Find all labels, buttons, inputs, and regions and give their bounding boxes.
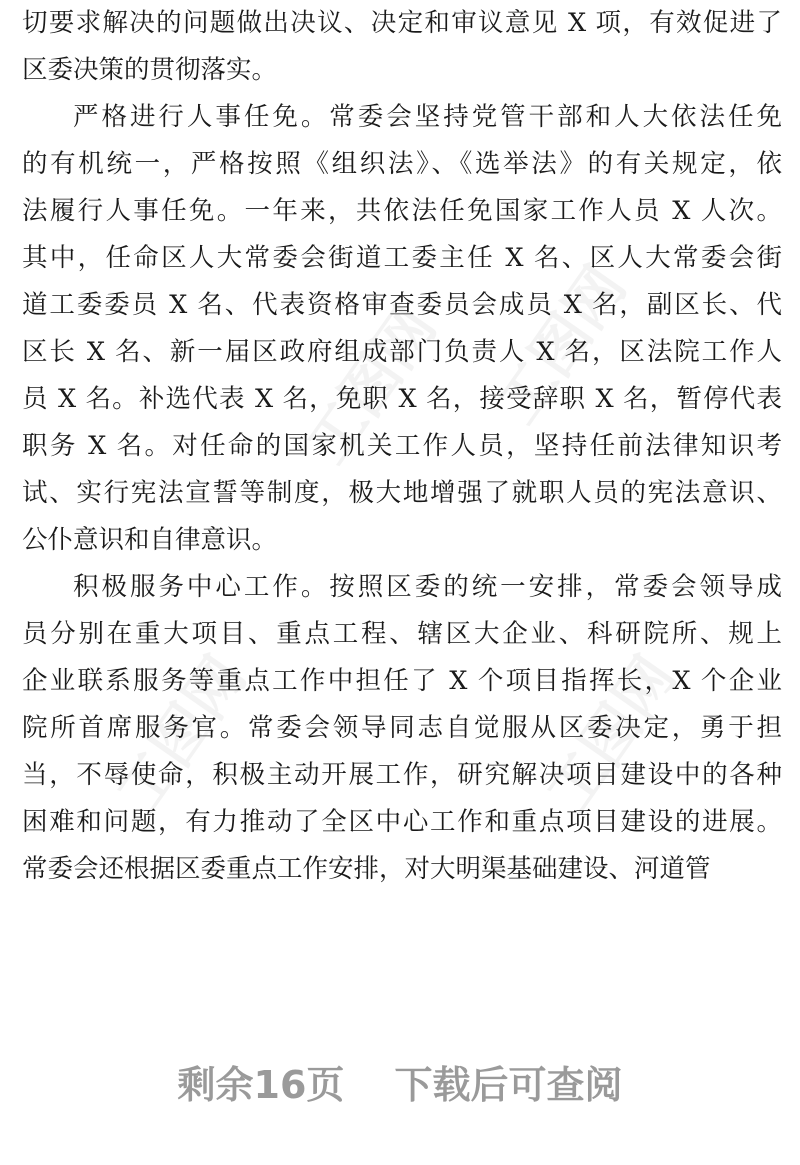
text-line: 其中，任命区人大常委会街道工委主任 X 名、区人大常委会街 [22,243,782,273]
text-line: 的有机统一，严格按照《组织法》、《选举法》的有关规定，依 [22,149,782,179]
remaining-pages-label[interactable]: 剩余16页 [177,1063,345,1107]
text-line: 企业联系服务等重点工作中担任了 X 个项目指挥长，X 个企业 [22,666,782,696]
text-line: 困难和问题，有力推动了全区中心工作和重点项目建设的进展。 [22,807,782,837]
watermark: 工图网 [533,644,689,826]
text-line: 公仆意识和自律意识。 [22,525,278,555]
watermark: 工图网 [483,254,639,436]
text-line: 常委会还根据区委重点工作安排，对大明渠基础建设、河道管 [22,854,711,884]
download-banner[interactable] [0,1050,800,1120]
watermark: 工图网 [293,294,449,476]
text-line: 试、实行宪法宣誓等制度，极大地增强了就职人员的宪法意识、 [22,478,782,508]
text-line: 职务 X 名。对任命的国家机关工作人员，坚持任前法律知识考 [22,431,782,461]
text-line: 院所首席服务官。常委会领导同志自觉服从区委决定，勇于担 [22,713,782,743]
text-line: 切要求解决的问题做出决议、决定和审议意见 X 项，有效促进了 [22,8,782,38]
text-line: 区长 X 名、新一届区政府组成部门负责人 X 名，区法院工作人 [22,337,782,367]
text-line: 当，不辱使命，积极主动开展工作，研究解决项目建设中的各种 [22,760,782,790]
text-line: 严格进行人事任免。常委会坚持党管干部和人大依法任免 [73,102,782,132]
text-line: 员分别在重大项目、重点工程、辖区大企业、科研院所、规上 [22,619,782,649]
document-body [22,0,782,893]
text-line: 员 X 名。补选代表 X 名，免职 X 名，接受辞职 X 名，暂停代表 [22,384,782,414]
watermark: 工图网 [103,644,259,826]
paragraph [22,564,782,893]
download-prompt-label[interactable]: 下载后可查阅 [394,1063,623,1107]
text-line: 积极服务中心工作。按照区委的统一安排，常委会领导成 [73,572,782,602]
text-line: 法履行人事任免。一年来，共依法任免国家工作人员 X 人次。 [22,196,782,226]
paragraph [22,94,782,564]
text-line: 道工委委员 X 名、代表资格审查委员会成员 X 名，副区长、代 [22,290,782,320]
text-line: 区委决策的贯彻落实。 [22,55,278,85]
paragraph [22,0,782,94]
